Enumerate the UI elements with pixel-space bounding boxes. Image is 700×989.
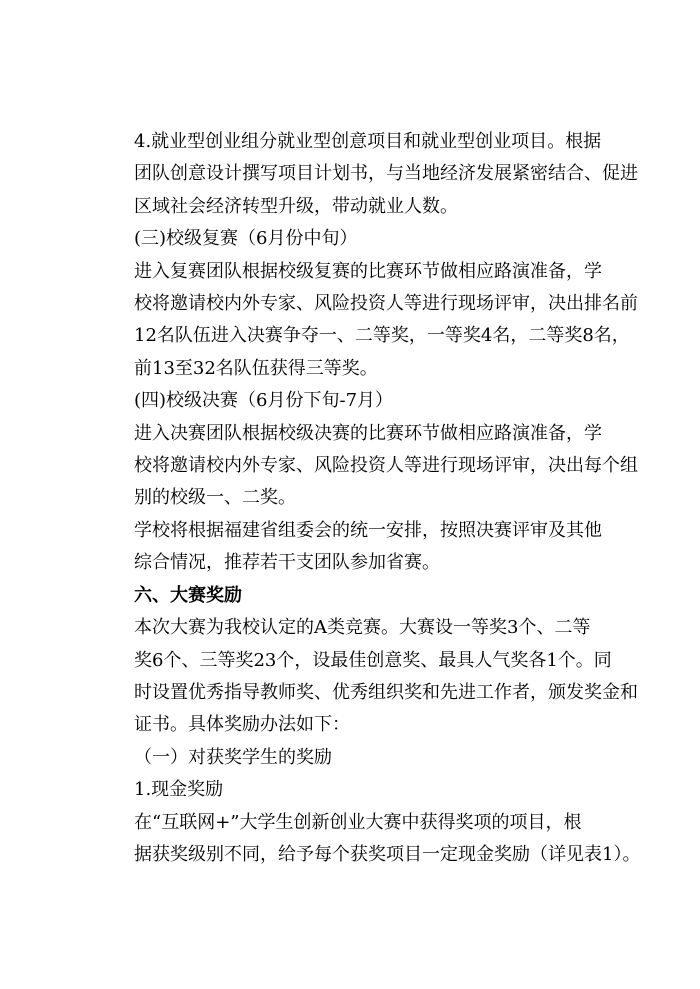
paragraph: [98, 774, 610, 806]
paragraph: [98, 126, 638, 223]
text-line: （一）对获奖学生的奖励: [134, 746, 332, 768]
text-line: 1.现金奖励: [134, 779, 224, 801]
section-heading: [98, 580, 610, 612]
paragraph: [98, 223, 610, 255]
document-body: [98, 126, 641, 871]
paragraph: [98, 256, 638, 386]
text-line: (四)校级决赛（6月份下旬-7月）: [134, 390, 394, 412]
text-line: 前13至32名队伍获得三等奖。: [134, 357, 378, 379]
text-line: 本次大赛为我校认定的A类竞赛。大赛设一等奖3个、二等: [134, 617, 591, 639]
paragraph: [98, 515, 610, 580]
text-line: 团队创意设计撰写项目计划书，与当地经济发展紧密结合、促进: [134, 163, 638, 185]
text-line: (三)校级复赛（6月份中旬）: [134, 228, 358, 250]
paragraph: [98, 385, 610, 417]
paragraph: [98, 418, 638, 515]
paragraph: [98, 742, 610, 774]
text-line: 综合情况，推荐若干支团队参加省赛。: [134, 552, 440, 574]
text-line: 奖6个、三等奖23个，设最佳创意奖、最具人气奖各1个。同: [134, 649, 612, 671]
paragraph: [98, 807, 641, 872]
text-line: 学校将根据福建省组委会的统一安排，按照决赛评审及其他: [134, 519, 602, 541]
text-line: 进入决赛团队根据校级决赛的比赛环节做相应路演准备，学: [134, 422, 602, 444]
text-line: 校将邀请校内外专家、风险投资人等进行现场评审，决出每个组: [134, 455, 638, 477]
text-line: 4.就业型创业组分就业型创意项目和就业型创业项目。根据: [134, 131, 602, 152]
text-line: 别的校级一、二奖。: [134, 487, 296, 509]
text-line: 据获奖级别不同，给予每个获奖项目一定现金奖励（详见表1）。: [134, 843, 641, 865]
text-line: 在“互联网+”大学生创新创业大赛中获得奖项的项目，根: [134, 811, 582, 833]
text-line: 12名队伍进入决赛争夺一、二等奖，一等奖4名，二等奖8名，: [134, 325, 630, 347]
text-line: 校将邀请校内外专家、风险投资人等进行现场评审，决出排名前: [134, 293, 638, 315]
text-line: 六、大赛奖励: [134, 584, 242, 606]
text-line: 时设置优秀指导教师奖、优秀组织奖和先进工作者，颁发奖金和: [134, 681, 638, 703]
text-line: 证书。具体奖励办法如下：: [134, 714, 350, 736]
paragraph: [98, 612, 638, 742]
text-line: 区域社会经济转型升级，带动就业人数。: [134, 195, 458, 217]
text-line: 进入复赛团队根据校级复赛的比赛环节做相应路演准备，学: [134, 260, 602, 282]
